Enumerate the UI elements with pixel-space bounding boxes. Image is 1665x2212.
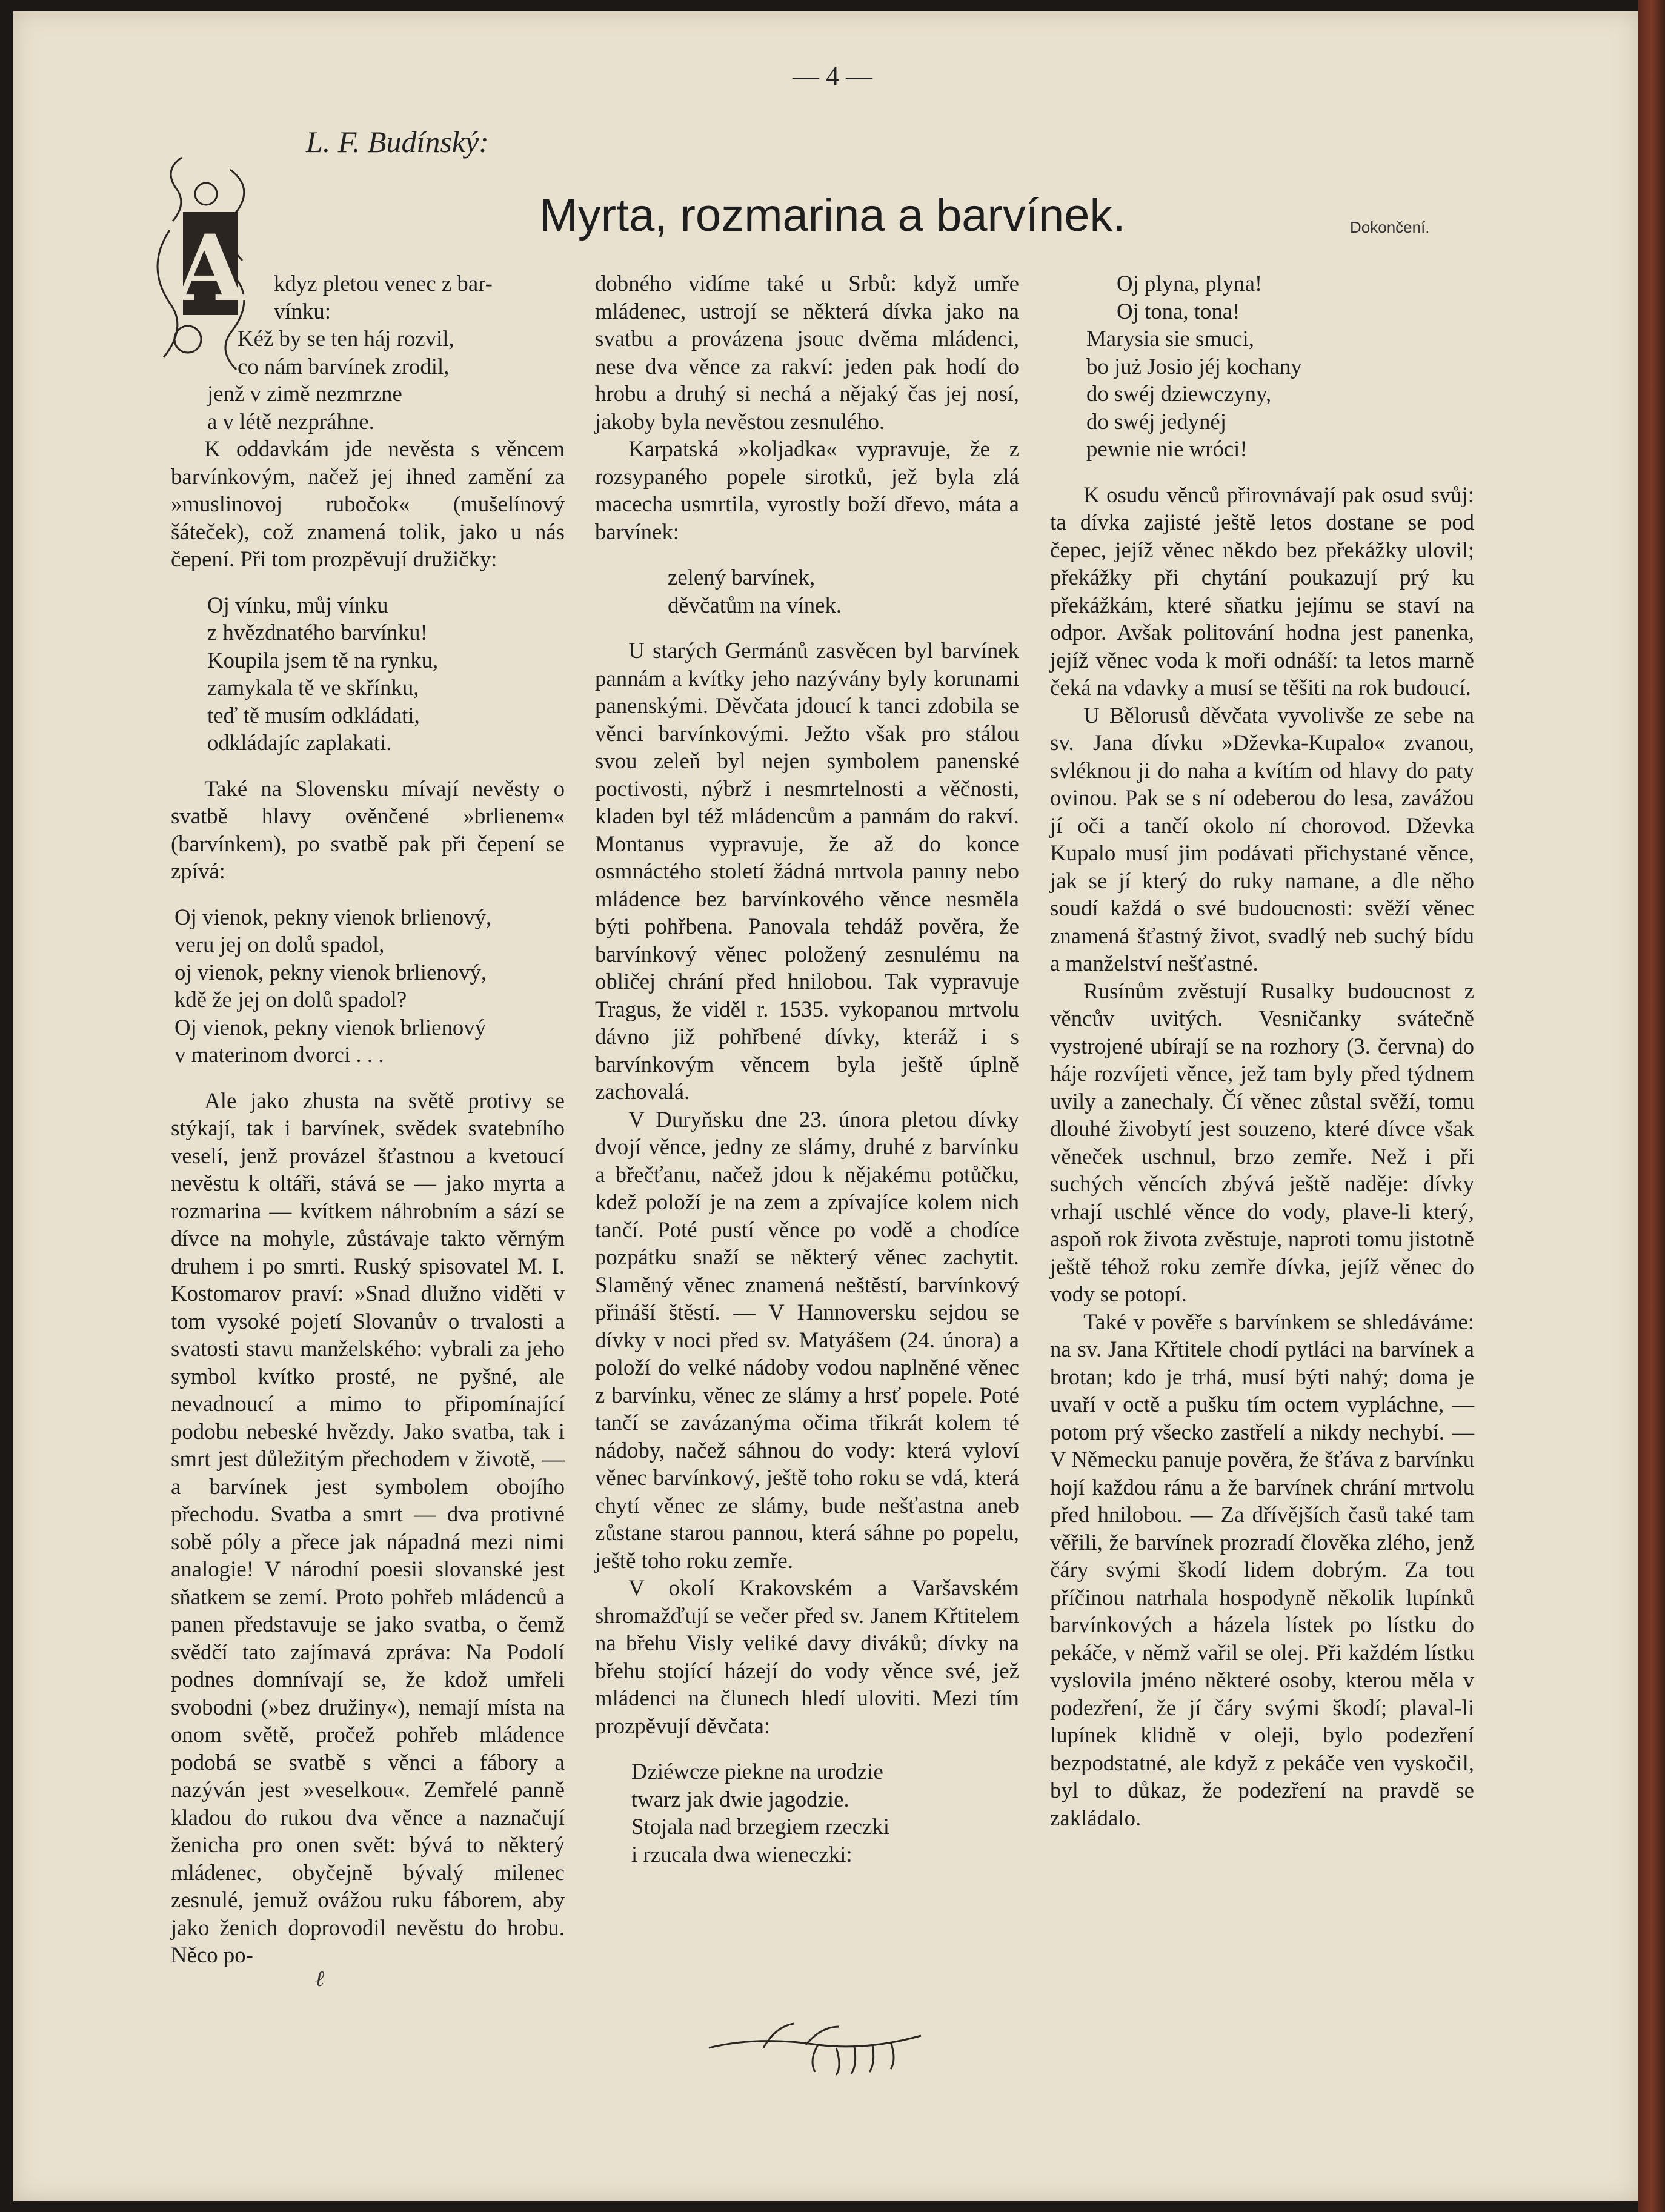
paragraph: kdyz pletou venec z bar- bbox=[274, 271, 493, 296]
paragraph: U starých Germánů zasvěcen byl barvínek pannám a kvítky jeho nazývány byly korunami panenskými. Děvčata jdoucí k tanci zdobila se věnci barvínkovými. Ježto však pro stálou svou zeleň byl nejen symbolem panenské poctivosti, nýbrž i nesmrtelnosti a věčnosti, kladen byl též mládencům a pannám do rakví. Montanus vypravuje, že až do konce osmnáctého století žádná mrtvola panny nebo mládence bez barvínkového věnce nesměla býti pohřbena. Panovala tehdáž pověra, že barvínkový věnec položený zesnulému na obličej chrání před hnilobou. Tak vypravuje Tragus, že viděl r. 1535. vykopanou mrtvolu dávno již pohřbené dívky, kteráž i s barvínkovým věncem byla ještě úplně zachovalá. bbox=[595, 638, 1019, 1104]
paragraph: Rusínům zvěstují Rusalky budoucnost z věncův uvitých. Vesničanky svátečně vystrojené ubírají se na rozhory (3. června) do háje rozvíjeti věnce, jež tam byly před týdnem uvily a zanechaly. Čí věnec zůstal svěží, tomu dlouhé živobytí jest souzeno, které dívce však věneček uschnul, brzo zemře. Než i při suchých věncích zbývá ještě naděje: dívky vrhají uschlé věnce do vody, plave-li který, aspoň rok života zvěstuje, naproti tomu jistotně ještě téhož roku zemře dívka, jejíž věnec do vody se potopí. bbox=[1050, 978, 1474, 1306]
verse-line: Oj plyna, plyna! bbox=[1117, 271, 1263, 296]
column-2 bbox=[595, 270, 1019, 1868]
column-3 bbox=[1050, 270, 1474, 1832]
verse-line: zelený barvínek, bbox=[668, 565, 816, 590]
page-number: — 4 — bbox=[793, 61, 872, 91]
verse-line: kdě že jej on dolů spadol? bbox=[174, 987, 407, 1012]
verse-line: teď tě musím odkládati, bbox=[207, 702, 420, 728]
verse-line: Koupila jsem tě na rynku, bbox=[207, 647, 439, 673]
article-title: Myrta, rozmarina a barvínek. bbox=[539, 190, 1126, 241]
verse-line: Marysia sie smuci, bbox=[1086, 326, 1254, 351]
book-edge bbox=[1638, 0, 1665, 2212]
paragraph: V Duryňsku dne 23. února pletou dívky dvojí věnce, jedny ze slámy, druhé z barvínku a břečťanu, načež jdou k nějakému potůčku, kdež položí je na zem a zpívajíce kolem nich tančí. Poté pustí věnce po vodě a chodíce pozpátku snaží se některý věnec zachytit. Slaměný věnec znamená neštěstí, barvínkový přináší štěstí. — V Hannoversku sejdou se dívky v noci před sv. Matyášem (24. února) a položí do velké nádoby vodou naplněné věnec z barvínku, věnec ze slámy a hrsť popele. Poté tančí se zavázanýma očima třikrát kolem té nádoby, načež sáhnou do vody: která vyloví věnec barvínkový, ještě toho roku se vdá, která chytí věnec ze slámy, bude nešťastna aneb zůstane starou pannou, která sáhne po popelu, ještě toho roku zemře. bbox=[595, 1106, 1019, 1573]
verse-line: pewnie nie wróci! bbox=[1086, 436, 1248, 461]
verse-line: a v létě nezpráhne. bbox=[207, 408, 374, 434]
verse-line: veru jej on dolů spadol, bbox=[174, 932, 385, 957]
stray-mark: ℓ bbox=[315, 1967, 324, 1991]
verse-line: co nám barvínek zrodil, bbox=[238, 353, 450, 379]
column-1 bbox=[171, 270, 565, 1969]
verse-line: Oj vínku, můj vínku bbox=[207, 592, 388, 617]
tailpiece-ornament bbox=[697, 2011, 939, 2078]
author: L. F. Budínský: bbox=[306, 125, 489, 159]
paragraph: dobného vidíme také u Srbů: když umře mládenec, ustrojí se některá dívka jako na svatbu a provázena jsouc dvěma mládenci, nese dva věnce za rakví: jeden pak hodí do hrobu a druhý si nechá a nějaký čas jej nosí, jakoby byla nevěstou zesnulého. bbox=[595, 271, 1019, 434]
paragraph: K oddavkám jde nevěsta s věncem barvínkovým, načež jej ihned zamění za »muslinovoj rubočok« (mušelínový šáteček), což znamená tolik, jako u nás čepení. Při tom prozpěvují družičky: bbox=[171, 436, 565, 571]
verse-line: Oj tona, tona! bbox=[1117, 298, 1240, 324]
verse-line: jenž v zimě nezmrzne bbox=[207, 381, 402, 406]
verse-line: Stojala nad brzegiem rzeczki bbox=[631, 1814, 890, 1839]
paragraph: vínku: bbox=[274, 298, 331, 324]
paragraph: Karpatská »koljadka« vypravuje, že z rozsypaného popele sirotků, jež byla zlá macecha usmrtila, vyrostly boží dřevo, máta a barvínek: bbox=[595, 436, 1019, 544]
verse-line: děvčatům na vínek. bbox=[668, 592, 842, 617]
continuation-note: Dokončení. bbox=[1350, 218, 1430, 236]
paragraph: Také na Slovensku mívají nevěsty o svatbě hlavy ověnčené »brlienem« (barvínkem), po svatbě pak při čepení se zpívá: bbox=[171, 776, 565, 883]
verse-line: twarz jak dwie jagodzie. bbox=[631, 1786, 849, 1812]
paragraph: Také v pověře s barvínkem se shledáváme: na sv. Jana Křtitele chodí pytláci na barvínek a brotan; kdo je trhá, musí býti nahý; doma je uvaří v octě a pušku tím octem vypláchne, — potom prý všecko zastřelí a nikdy nechybí. — V Německu panuje pověra, že šťáva z barvínku hojí každou ránu a že barvínek chrání mrtvolu před hnilobou. — Za dřívějších časů také tam věřili, že barvínek prozradí člověka zlého, jenž čáry svými škodí lidem dobrým. Za tou příčinou natrhala hospodyně několik lupínků barvínkových a házela lístek po lístku do pekáče, v němž vařil se olej. Při každém lístku vyslovila jméno některé osoby, kterou měla v podezření, že jí čáry svými škodí; plaval-li lupínek klidně v oleji, bylo podezření bezpodstatné, ale když z pekáče ven vyskočil, byl to důkaz, že podezření na pravdě se zakládalo. bbox=[1050, 1309, 1474, 1830]
paragraph: Ale jako zhusta na světě protivy se stýkají, tak i barvínek, svědek svatebního veselí, jenž provázel šťastnou a kvetoucí nevěstu k oltáři, stává se — jako myrta a rozmarina — kvítkem náhrobním a sází se dívce na mohyle, zůstávaje takto věrným druhem i po smrti. Ruský spisovatel M. I. Kostomarov praví: »Snad dlužno viděti v tom vysoké pojetí Slovanův o trvalosti a svatosti stavu manželského: vybrali za jeho symbol kvítko prosté, ne pyšné, ale nevadnoucí a mimo to připomínající podobu nebeské hvězdy. Jako svatba, tak i smrt jest důležitým přechodem v životě, — a barvínek jest symbolem obojího přechodu. Svatba a smrt — dva protivné sobě póly a přece jak nápadná mezi nimi analogie! V národní poesii slovanské jest sňatkem se zemí. Proto pohřeb mládenců a panen představuje se jako svatba, o čemž svědčí tato zajímavá zpráva: Na Podolí podnes domnívají se, že kdož umřeli svobodni (»bez družiny«), nemají místa na onom světě, pročež pohřeb mládence podobá se svatbě s věnci a fábory a nazýván jest »veselkou«. Zemřelé panně kladou do rukou dva věnce a naznačují ženicha pro onen svět: bývá to některý mládenec, obyčejně bývalý milenec zesnulé, jemuž ovážou ruku fáborem, aby jako ženich doprovodil nevěstu do hrobu. Něco po- bbox=[171, 1088, 565, 1967]
verse-line: v materinom dvorci . . . bbox=[174, 1042, 384, 1067]
verse-line: bo już Josio jéj kochany bbox=[1086, 353, 1302, 379]
verse-line: i rzucala dwa wieneczki: bbox=[631, 1841, 852, 1867]
paragraph: K osudu věnců přirovnávají pak osud svůj: ta dívka zajisté ještě letos dostane se pod čepec, jejíž věnec někdo bez překážky ulovil; překážky při chytání poukazují prý ku překážkám, které sňatku jejímu se staví na odpor. Avšak politování hodna jest panenka, jejíž věnec voda k moři odnáší: ta letos marně čeká na vdavky a musí se těšiti na rok budoucí. bbox=[1050, 482, 1474, 700]
verse-line: do swéj dziewczyny, bbox=[1086, 381, 1272, 406]
verse-line: Kéž by se ten háj rozvil, bbox=[238, 326, 454, 351]
verse-line: z hvězdnatého barvínku! bbox=[207, 620, 428, 645]
verse-line: oj vienok, pekny vienok brlienový, bbox=[174, 959, 487, 985]
drop-cap-letter: A bbox=[174, 215, 246, 322]
verse-line: zamykala tě ve skřínku, bbox=[207, 675, 419, 700]
verse-line: Oj vienok, pekny vienok brlienový bbox=[174, 1014, 487, 1040]
verse-line: do swéj jedynéj bbox=[1086, 408, 1226, 434]
verse-line: Oj vienok, pekny vienok brlienový, bbox=[174, 904, 492, 929]
paragraph: U Bělorusů děvčata vyvolivše ze sebe na sv. Jana dívku »Dževka-Kupalo« zvanou, svléknou ji do naha a kvítím od hlavy do paty ovinou. Pak se s ní odeberou do lesa, zavážou jí oči a tančí okolo ní chorovod. Dževka Kupalo musí jim podávati přichystané věnce, jak se jí který do ruky namane, a dle něho soudí každá o své budoucnosti: svěží věnec znamená šťastný život, svadlý neb suchý bídu a manželství nešťastné. bbox=[1050, 702, 1474, 975]
verse-line: odkládajíc zaplakati. bbox=[207, 730, 392, 755]
verse-line: Dziéwcze piekne na urodzie bbox=[631, 1759, 883, 1784]
paragraph: V okolí Krakovském a Varšavském shromažďují se večer před sv. Janem Křtitelem na břehu Visly veliké davy diváků; dívky na břehu stojící házejí do vody věnce své, jež mládenci na člunech hledí uloviti. Mezi tím prozpěvují děvčata: bbox=[595, 1575, 1019, 1738]
